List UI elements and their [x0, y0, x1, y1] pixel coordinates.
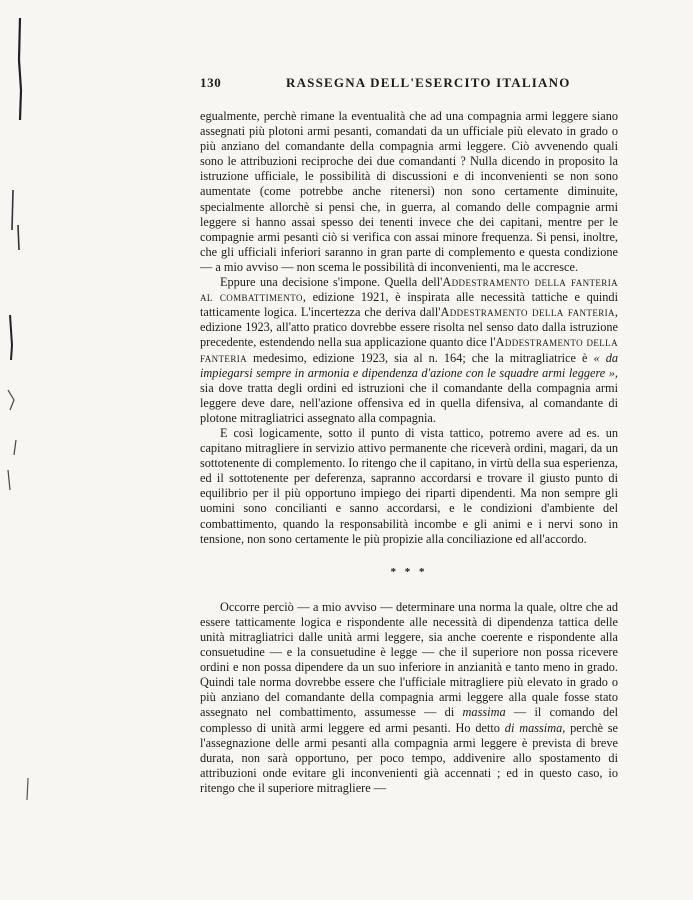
paragraph — [200, 275, 618, 426]
page-header — [200, 75, 618, 95]
text-run: , perchè se l'assegnazione delle armi pesanti alla compagnia armi leggere è prevista di breve durata, non sarà opportuno, per poco tempo, addivenire allo spostamento di attribuzioni onde evitare gli inconvenienti già accennati ; ed in questo caso, io ritengo che il superiore mitragliere — — [200, 720, 619, 795]
paragraph — [200, 109, 618, 275]
text-run: , sia dove tratta degli ordini ed istruzioni che il comandante della compagnia armi leggere deve dare, nell'azione offensiva ed in quella difensiva, al comandante di plotone mitragliatrici assegnato alla compagnia. — [200, 365, 618, 425]
paragraph — [200, 426, 618, 547]
paragraph — [200, 600, 618, 796]
smallcaps-run: Addestramento della fanteria — [440, 305, 615, 320]
text-run: Occorre perciò — a mio avviso — determinare una norma la quale, oltre che ad essere tatticamente logica e rispondente alle necessità di dipendenza tattica delle unità mitragliatrici dalle unità armi leggere, sia anche coerente e rispondente alla consuetudine — e la consuetudine è legge — che il superiore non possa ricevere ordini e non possa dipendere da un suo inferiore in anzianità e tanto meno in grado. Quindi tale norma dovrebbe essere che l'ufficiale mitragliere più elevato in grado o più anziano del comandante della compagnia armi leggere alla quale fosse stato assegnato nel combattimento, assumesse — di — [200, 599, 618, 720]
italic-run: di massima — [504, 720, 563, 735]
page-number: 130 — [200, 75, 222, 90]
body-text — [200, 109, 618, 796]
text-run: Eppure una decisione s'impone. Quella dell' — [220, 275, 443, 290]
smallcaps-run: Addestramento della fanteria — [200, 335, 618, 365]
text-run: E così logicamente, sotto il punto di vista tattico, potremo avere ad es. un capitano mitragliere in servizio attivo permanente che riceverà ordini, magari, da un sottotenente di complemento. Io ritengo che il capitano, in virtù della sua esperienza, ed il sottotenente per deferenza, sapranno accordarsi e trovare il giusto punto di equilibrio per il più opportuno impiego dei riparti dipendenti. Ma non sempre gli uomini sono concilianti e sanno accordarsi, e le condizioni d'ambiente del combattimento, quando la responsabilità incombe e gli animi e i nervi sono in tensione, non sono certamente le più propizie alla conciliazione ed all'accordo. — [200, 425, 618, 546]
section-separator: * * * — [390, 565, 428, 578]
text-run: medesimo, edizione 1923, sia al n. 164; che la mitragliatrice è — [247, 350, 594, 365]
text-run: , edizione 1921, è inspirata alle necessità tattiche e quindi tatticamente logica. L'incertezza che deriva dall' — [200, 290, 618, 320]
smallcaps-run: Addestramento della fanteria al combattimento — [200, 275, 619, 305]
italic-run: massima — [462, 705, 506, 720]
running-title: RASSEGNA DELL'ESERCITO ITALIANO — [286, 75, 571, 90]
text-run: egualmente, perchè rimane la eventualità che ad una compagnia armi leggere siano assegnati più plotoni armi pesanti, comandati da un ufficiale più elevato in grado o più anziano del comandante della compagnia armi leggere. Ciò avvenendo quali sono le attribuzioni reciproche dei due comandanti ? Nulla dicendo in proposito la istruzione ufficiale, le possibilità di discussioni e di inconvenienti se non sono aumentate (come potrebbe anche ritenersi) non sono certamente diminuite, specialmente allorchè si pensi che, in guerra, al comando delle compagnie armi leggere si hanno assai spesso dei tenenti invece che dei capitani, mentre per le compagnie armi pesanti ciò si verifica con assai minore frequenza. Si pensi, inoltre, che gli ufficiali inferiori saranno in gran parte di complemento e questa condizione — a mio avviso — non scema le possibilità di inconvenienti, ma le accresce. — [200, 109, 618, 274]
italic-run: « da impiegarsi sempre in armonia e dipendenza d'azione con le squadre armi leggere » — [200, 350, 618, 380]
text-run: — il comando del complesso di unità armi leggere ed armi pesanti. Ho detto — [200, 705, 619, 735]
binding-edge-marks — [0, 0, 40, 900]
text-run: , edizione 1923, all'atto pratico dovrebbe essere risolta nel senso dato dalla istruzione precedente, estendendo nella sua applicazione quanto dice l' — [200, 305, 618, 350]
